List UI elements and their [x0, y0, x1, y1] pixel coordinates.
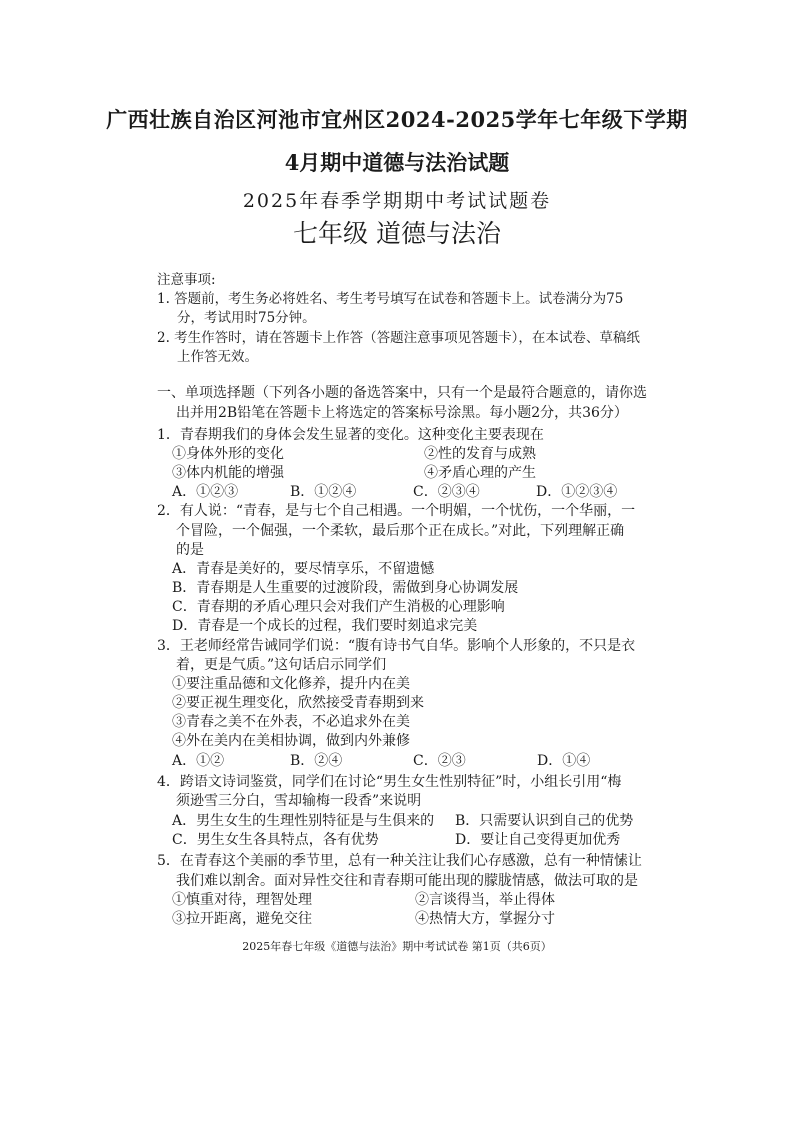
option-d: D．青春是一个成长的过程，我们要时刻追求完美: [172, 618, 478, 634]
notice-item-2-cont: 上作答无效。: [177, 349, 258, 365]
option-a: A．青春是美好的，要尽情享乐，不留遗憾: [172, 561, 435, 577]
notice-item-2: 2. 考生作答时，请在答题卡上作答（答题注意事项见答题卡），在本试卷、草稿纸: [157, 330, 640, 346]
option-c: C．男生女生各具特点，各有优势: [172, 832, 379, 848]
option-b: B．只需要认识到自己的优势: [455, 813, 634, 829]
question-stem-cont: 须逊雪三分白，雪却输梅一段香”来说明: [176, 793, 422, 809]
question-stem: 3．王老师经常告诫同学们说：“腹有诗书气自华。影响个人形象的，不只是衣: [157, 638, 636, 654]
option-c: C．②③④: [413, 484, 480, 500]
statement-1: ①身体外形的变化: [172, 446, 284, 462]
document-subtitle: 4月期中道德与法治试题: [284, 150, 510, 175]
option-c: C．青春期的矛盾心理只会对我们产生消极的心理影响: [172, 599, 505, 615]
question-stem-cont: 我们难以割舍。面对异性交往和青春期可能出现的朦胧情感，做法可取的是: [176, 873, 638, 889]
subject-title: 七年级 道德与法治: [293, 219, 501, 248]
question-stem: 5．在青春这个美丽的季节里，总有一种关注让我们心存感激，总有一种情愫让: [157, 853, 642, 869]
option-d: D．要让自己变得更加优秀: [455, 832, 621, 848]
question-stem-cont: 的是: [176, 542, 204, 558]
statement-1: ①慎重对待，理智处理: [172, 892, 312, 908]
statement-3: ③青春之美不在外表，不必追求外在美: [172, 714, 410, 730]
option-b: B．②④: [290, 753, 343, 769]
option-b: B．青春期是人生重要的过渡阶段，需做到身心协调发展: [172, 580, 519, 596]
section-1-line-2: 出并用2B铅笔在答题卡上将选定的答案标号涂黑。每小题2分，共36分）: [176, 405, 628, 421]
statement-2: ②要正视生理变化，欣然接受青春期到来: [172, 695, 424, 711]
question-stem-cont: 个冒险，一个倔强，一个柔软，最后那个正在成长。”对此，下列理解正确: [176, 523, 625, 539]
notice-heading: 注意事项:: [157, 272, 216, 288]
statement-4: ④外在美内在美相协调，做到内外兼修: [172, 733, 410, 749]
question-stem: 4．跨语文诗词鉴赏，同学们在讨论“男生女生性别特征”时，小组长引用“梅: [157, 774, 622, 790]
option-a: A．①②: [172, 753, 225, 769]
statement-3: ③体内机能的增强: [172, 465, 284, 481]
option-d: D．①④: [537, 753, 591, 769]
question-stem: 2．有人说：“青春，是与七个自己相遇。一个明媚，一个忧伤，一个华丽，一: [157, 503, 636, 519]
statement-3: ③拉开距离，避免交往: [172, 911, 312, 927]
option-c: C．②③: [413, 753, 466, 769]
option-d: D．①②③④: [536, 484, 618, 500]
statement-2: ②性的发育与成熟: [424, 446, 536, 462]
statement-4: ④热情大方，掌握分寸: [415, 911, 555, 927]
statement-4: ④矛盾心理的产生: [424, 465, 536, 481]
notice-item-1: 1. 答题前，考生务必将姓名、考生考号填写在试卷和答题卡上。试卷满分为75: [157, 291, 624, 307]
option-a: A．男生女生的生理性别特征是与生俱来的: [172, 813, 435, 829]
page-footer: 2025年春七年级《道德与法治》期中考试试卷 第1页（共6页）: [242, 940, 552, 953]
exam-title: 2025年春季学期期中考试试题卷: [242, 190, 552, 212]
statement-2: ②言谈得当，举止得体: [415, 892, 555, 908]
notice-item-1-cont: 分，考试用时75分钟。: [177, 310, 316, 326]
document-title: 广西壮族自治区河池市宜州区2024-2025学年七年级下学期: [106, 107, 688, 132]
option-b: B．①②④: [290, 484, 357, 500]
option-a: A．①②③: [172, 484, 239, 500]
section-1-line-1: 一、单项选择题（下列各小题的备选答案中，只有一个是最符合题意的，请你选: [157, 385, 647, 401]
question-stem-cont: 着，更是气质。”这句话启示同学们: [176, 657, 387, 673]
statement-1: ①要注重品德和文化修养，提升内在美: [172, 676, 410, 692]
question-stem: 1．青春期我们的身体会发生显著的变化。这种变化主要表现在: [157, 427, 544, 443]
